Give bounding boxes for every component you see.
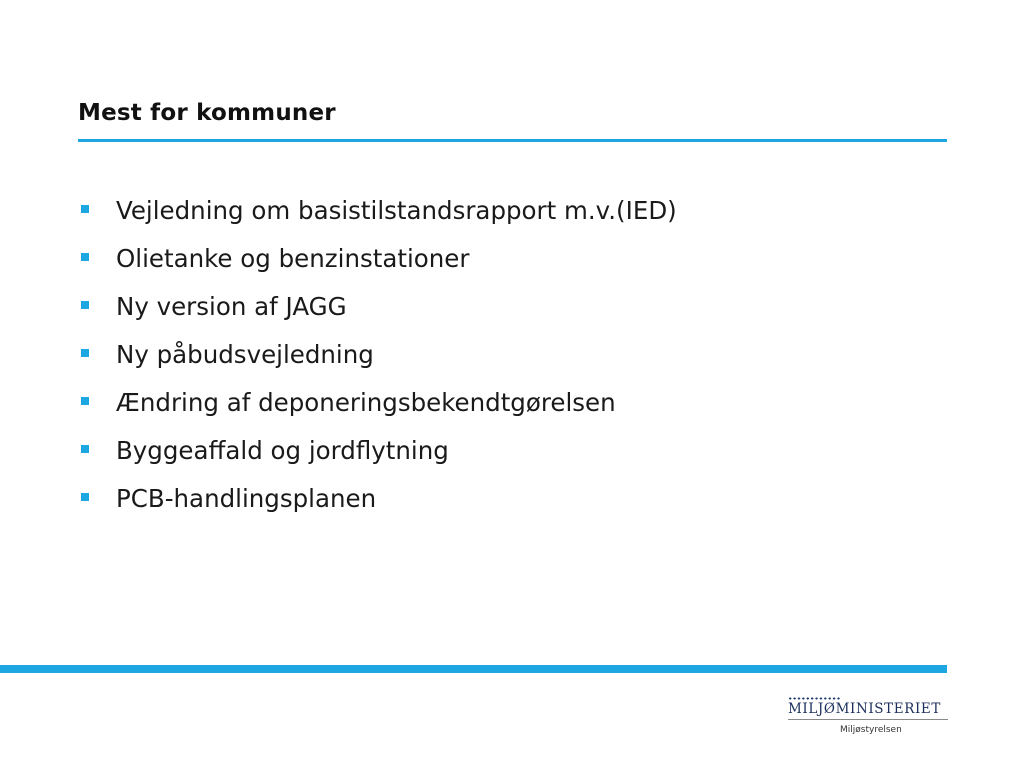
bullet-item (78, 234, 677, 282)
square-bullet-icon (81, 253, 89, 261)
square-bullet-icon (81, 397, 89, 405)
footer-bar (0, 665, 947, 673)
bullet-text: Byggeaffald og jordflytning (116, 435, 449, 465)
square-bullet-icon (81, 205, 89, 213)
bullet-item (78, 330, 677, 378)
bullet-text: Ny version af JAGG (116, 291, 347, 321)
logo-divider (788, 719, 948, 720)
square-bullet-icon (81, 301, 89, 309)
bullet-text: Ny påbudsvejledning (116, 339, 374, 369)
bullet-item (78, 426, 677, 474)
bullet-text: Olietanke og benzinstationer (116, 243, 470, 273)
slide-title: Mest for kommuner (78, 100, 336, 126)
bullet-item (78, 474, 677, 522)
square-bullet-icon (81, 493, 89, 501)
logo-subtitle: Miljøstyrelsen (840, 725, 902, 735)
bullet-item (78, 186, 677, 234)
bullet-list (78, 186, 677, 522)
square-bullet-icon (81, 445, 89, 453)
bullet-text: PCB-handlingsplanen (116, 483, 377, 513)
bullet-item (78, 282, 677, 330)
ministry-logo (788, 697, 950, 745)
bullet-text: Vejledning om basistilstandsrapport m.v.(IED) (116, 195, 677, 225)
square-bullet-icon (81, 349, 89, 357)
bullet-item (78, 378, 677, 426)
bullet-text: Ændring af deponeringsbekendtgørelsen (116, 387, 616, 417)
title-underline (78, 139, 947, 142)
logo-wordmark: MILJØMINISTERIET (788, 701, 941, 717)
logo-dots-icon (788, 697, 840, 700)
